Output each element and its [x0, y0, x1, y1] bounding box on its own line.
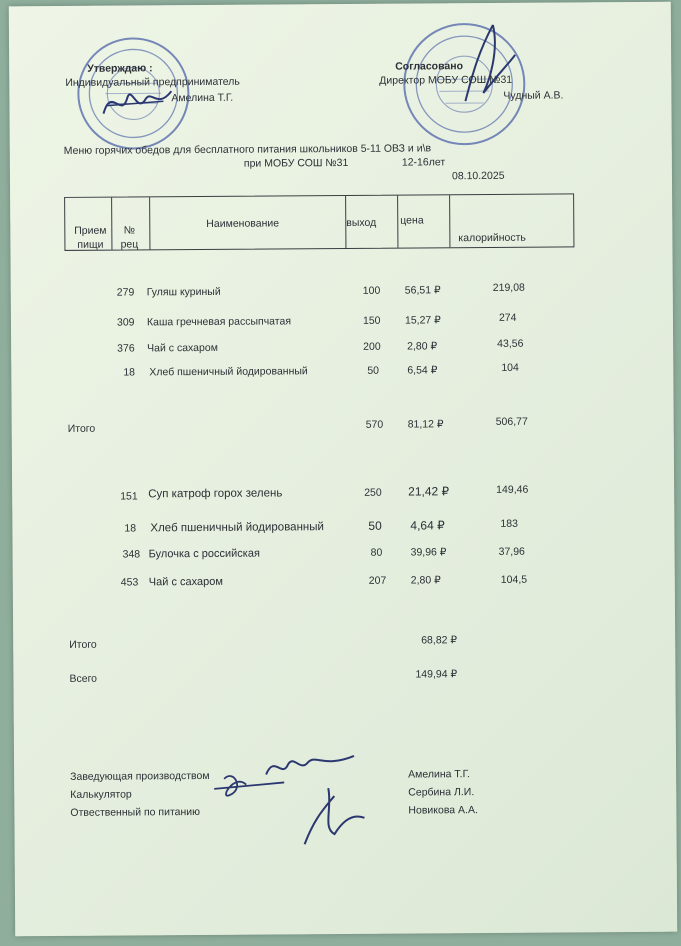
agreed-label: Согласовано — [395, 60, 464, 73]
header-yield: выход — [346, 216, 377, 229]
menu-title: Меню горячих обедов для бесплатного питания школьников 5-11 ОВЗ и и\в — [63, 142, 432, 157]
approved-name: Амелина Т.Г. — [171, 91, 234, 105]
table-row: 279 Гуляш куриный 100 56,51 ₽ 219,08 — [116, 281, 525, 299]
table-row: 18 Хлеб пшеничный йодированный 50 6,54 ₽ 104 — [123, 361, 519, 379]
signature-name: Амелина Т.Г. — [408, 768, 470, 781]
header-recipe: № рец — [120, 224, 139, 251]
table-row: 453 Чай с сахаром 207 2,80 ₽ 104,5 — [120, 573, 528, 589]
table-row: 376 Чай с сахаром 200 2,80 ₽ 43,56 — [117, 337, 524, 355]
table-row: 18 Хлеб пшеничный йодированный 50 4,64 ₽ 183 — [124, 517, 518, 535]
menu-age: 12-16лет — [401, 156, 446, 169]
approved-role: Индивидуальный предприниматель — [65, 75, 240, 89]
signature-role: Заведующая производством — [70, 769, 210, 783]
signature-role: Калькулятор — [70, 788, 132, 801]
grand-total-row: Всего 149,94 ₽ — [69, 668, 458, 685]
menu-document — [9, 2, 677, 937]
approved-label: Утверждаю : — [87, 62, 153, 75]
signature-name: Сербина Л.И. — [408, 786, 475, 799]
header-meal: Прием пищи — [74, 224, 107, 251]
total-row: Итого 570 81,12 ₽ 506,77 — [67, 415, 528, 435]
bottom-signatures — [204, 748, 385, 849]
signature-role: Отвественный по питанию — [70, 806, 201, 819]
header-calories: калорийность — [458, 231, 526, 245]
table-row: 348 Булочка с российская 80 39,96 ₽ 37,96 — [122, 545, 525, 561]
table-row: 309 Каша гречневая рассыпчатая 150 15,27 ₽ 274 — [116, 311, 517, 329]
menu-school: при МОБУ СОШ №31 — [243, 156, 349, 170]
signature-name: Новикова А.А. — [408, 804, 478, 817]
agreed-name: Чудный А.В. — [503, 89, 564, 102]
header-price: цена — [400, 214, 424, 227]
agreed-role: Директор МОБУ СОШ №31 — [379, 73, 513, 87]
menu-date: 08.10.2025 — [451, 169, 505, 183]
total-row: Итого 68,82 ₽ — [69, 634, 458, 651]
table-row: 151 Суп катроф горох зелень 250 21,42 ₽ 149,46 — [120, 483, 529, 503]
header-name: Наименование — [206, 217, 280, 230]
